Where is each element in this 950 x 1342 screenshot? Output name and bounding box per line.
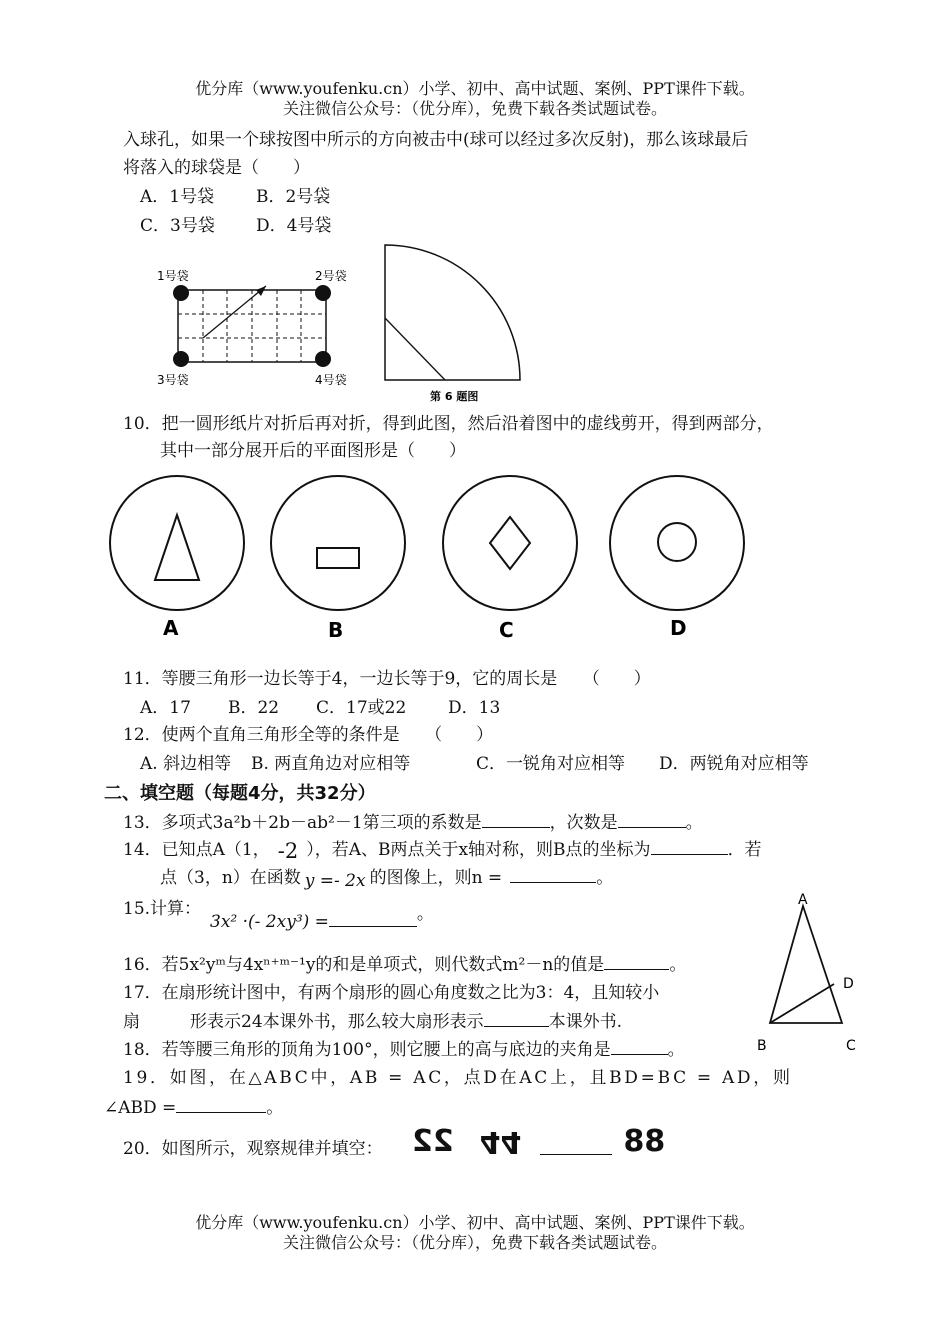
q14-part-3: ．若 xyxy=(727,840,762,860)
q11-option-b: B．22 xyxy=(228,698,280,718)
option-d-circle[interactable] xyxy=(610,476,744,610)
q10-text-2: 其中一部分展开后的平面图形是（ ） xyxy=(160,441,466,461)
pocket-2 xyxy=(315,285,331,301)
q14-blank-n[interactable] xyxy=(510,866,596,883)
q15-label: 15.计算： xyxy=(123,899,202,919)
q14-line-2 xyxy=(160,866,613,889)
pocket-3-label: 3号袋 xyxy=(157,373,189,387)
pocket-4 xyxy=(315,351,331,367)
footer-line-1: 优分库（www.youfenku.cn）小学、初中、高中试题、案例、PPT课件下载。 xyxy=(195,1213,755,1232)
q14-line-2c: 。 xyxy=(596,868,614,888)
option-a-circle[interactable] xyxy=(110,476,244,610)
q12-option-c: C．一锐角对应相等 xyxy=(476,754,626,774)
section-2-title: 二、填空题（每题4分，共32分） xyxy=(104,783,376,804)
q13-line xyxy=(123,811,703,834)
q17-line-2 xyxy=(123,1010,622,1033)
figure-6-caption: 第 6 题图 xyxy=(430,390,479,403)
q14-function: y =- 2x xyxy=(304,871,366,891)
q19-line-2 xyxy=(104,1096,283,1119)
q12-option-b: B. 两直角边对应相等 xyxy=(251,754,411,774)
pocket-2-label: 2号袋 xyxy=(315,269,347,283)
q20-term-2: 44 xyxy=(479,1123,522,1159)
q18-end: 。 xyxy=(667,1040,685,1060)
diamond-hole xyxy=(490,517,530,569)
q17-text-2a: 扇 xyxy=(123,1012,140,1032)
option-c-label: C xyxy=(499,618,514,642)
q13-prefix: 13．多项式 xyxy=(123,813,213,833)
q14-part-1: 14．已知点A（1， xyxy=(123,840,270,860)
circle-hole xyxy=(658,523,696,561)
q13-blank-degree[interactable] xyxy=(618,811,686,828)
q20-term-4: 88 xyxy=(623,1123,666,1159)
q19-end: 。 xyxy=(266,1098,284,1118)
q16-text: 16．若5x²yᵐ与4xⁿ⁺ᵐ⁻¹y的和是单项式，则代数式m²－n的值是 xyxy=(123,955,605,975)
point-d-label: D xyxy=(843,976,854,992)
q12-option-a: A. 斜边相等 xyxy=(140,754,232,774)
q17-text-2b: 形表示24本课外书，那么较大扇形表示 xyxy=(190,1012,484,1032)
q17-text-2c: 本课外书. xyxy=(548,1012,623,1032)
table-grid xyxy=(178,290,326,362)
pocket-3 xyxy=(173,351,189,367)
option-b-circle[interactable] xyxy=(271,476,405,610)
q19-text-2: ∠ABD = xyxy=(104,1098,177,1118)
ball-direction-arrow xyxy=(203,286,266,338)
q18-blank[interactable] xyxy=(611,1038,668,1055)
q12-option-d: D．两锐角对应相等 xyxy=(659,754,809,774)
q15-expression: 3x² ·(- 2xy³) = xyxy=(210,912,329,932)
pocket-4-label: 4号袋 xyxy=(315,373,347,387)
q15-line xyxy=(210,904,434,933)
q14-neg-2: -2 xyxy=(277,839,299,863)
q16-end: 。 xyxy=(669,955,687,975)
billiard-table-figure xyxy=(150,262,365,392)
triangle-abc-figure xyxy=(745,888,870,1060)
arrow-head xyxy=(256,286,266,296)
q9-option-c: C．3号袋 xyxy=(140,216,215,236)
q14-line-1 xyxy=(123,837,762,861)
q18-line xyxy=(123,1038,685,1061)
q13-blank-coefficient[interactable] xyxy=(482,811,550,828)
q20-term-1: 22 xyxy=(412,1123,454,1159)
q11-text: 11．等腰三角形一边长等于4，一边长等于9，它的周长是 （ ） xyxy=(123,669,651,689)
q15-end: 。 xyxy=(416,904,434,924)
q9-text-2: 将落入的球袋是（ ） xyxy=(123,158,310,178)
option-d-label: D xyxy=(670,616,687,640)
q10-text-1: 10．把一圆形纸片对折后再对折，得到此图，然后沿着图中的虚线剪开，得到两部分， xyxy=(123,414,774,434)
q16-line xyxy=(123,953,686,976)
folded-paper-figure xyxy=(380,240,550,408)
cut-line xyxy=(385,318,445,380)
q14-line-2b: 的图像上，则n = xyxy=(369,868,503,888)
q9-option-d: D．4号袋 xyxy=(256,216,332,236)
q11-options xyxy=(140,697,500,719)
q14-part-2: ），若A、B两点关于x轴对称，则B点的坐标为 xyxy=(306,840,651,860)
q20-blank[interactable] xyxy=(540,1128,612,1155)
quarter-circle xyxy=(385,245,520,380)
q10-options-figure xyxy=(100,465,760,645)
q17-blank[interactable] xyxy=(484,1010,549,1027)
pocket-1 xyxy=(173,285,189,301)
q13-suffix: 第三项的系数是 xyxy=(362,813,482,833)
triangle-abc xyxy=(770,906,842,1023)
q12-options xyxy=(140,753,809,775)
pocket-1-label: 1号袋 xyxy=(157,269,189,283)
q15-blank[interactable] xyxy=(329,910,417,927)
q16-blank[interactable] xyxy=(604,953,669,970)
q13-mid: ，次数是 xyxy=(549,813,618,833)
q9-option-a: A．1号袋 xyxy=(140,187,215,207)
q14-blank-b-coordinate[interactable] xyxy=(651,838,728,855)
q9-option-b: B．2号袋 xyxy=(256,187,331,207)
q13-expression: 3a²b＋2b－ab²－1 xyxy=(212,813,363,833)
option-b-label: B xyxy=(328,618,344,642)
footer-line-2: 关注微信公众号：（优分库），免费下载各类试题试卷。 xyxy=(282,1233,667,1252)
q11-option-d: D．13 xyxy=(448,698,501,718)
q13-end: 。 xyxy=(685,813,703,833)
q19-blank[interactable] xyxy=(176,1096,266,1113)
q12-text: 12．使两个直角三角形全等的条件是 （ ） xyxy=(123,725,494,745)
q20-text: 20．如图所示，观察规律并填空： xyxy=(123,1139,383,1159)
q20-sequence xyxy=(412,1120,665,1162)
option-c-circle[interactable] xyxy=(443,476,577,610)
q19-text-1: 19．如图，在△ABC中，AB = AC，点D在AC上，且BD=BC = AD，则 xyxy=(123,1068,793,1088)
q17-text-1: 17．在扇形统计图中，有两个扇形的圆心角度数之比为3：4，且知较小 xyxy=(123,983,660,1003)
rectangle-hole xyxy=(317,548,359,568)
q9-options-row-1 xyxy=(140,186,330,208)
header-line-2: 关注微信公众号：（优分库），免费下载各类试题试卷。 xyxy=(282,99,667,118)
triangle-hole xyxy=(155,515,199,580)
q9-text-1: 入球孔，如果一个球按图中所示的方向被击中(球可以经过多次反射)，那么该球最后 xyxy=(123,130,749,150)
q9-options-row-2 xyxy=(140,215,331,237)
vertex-c-label: C xyxy=(846,1038,856,1054)
q11-option-c: C．17或22 xyxy=(316,698,407,718)
option-a-label: A xyxy=(163,616,179,640)
q11-option-a: A．17 xyxy=(140,698,191,718)
vertex-b-label: B xyxy=(757,1038,767,1054)
header-line-1: 优分库（www.youfenku.cn）小学、初中、高中试题、案例、PPT课件下载。 xyxy=(195,79,755,98)
q14-line-2a: 点（3，n）在函数 xyxy=(160,868,301,888)
vertex-a-label: A xyxy=(798,892,808,908)
q18-text: 18．若等腰三角形的顶角为100°，则它腰上的高与底边的夹角是 xyxy=(123,1040,611,1060)
